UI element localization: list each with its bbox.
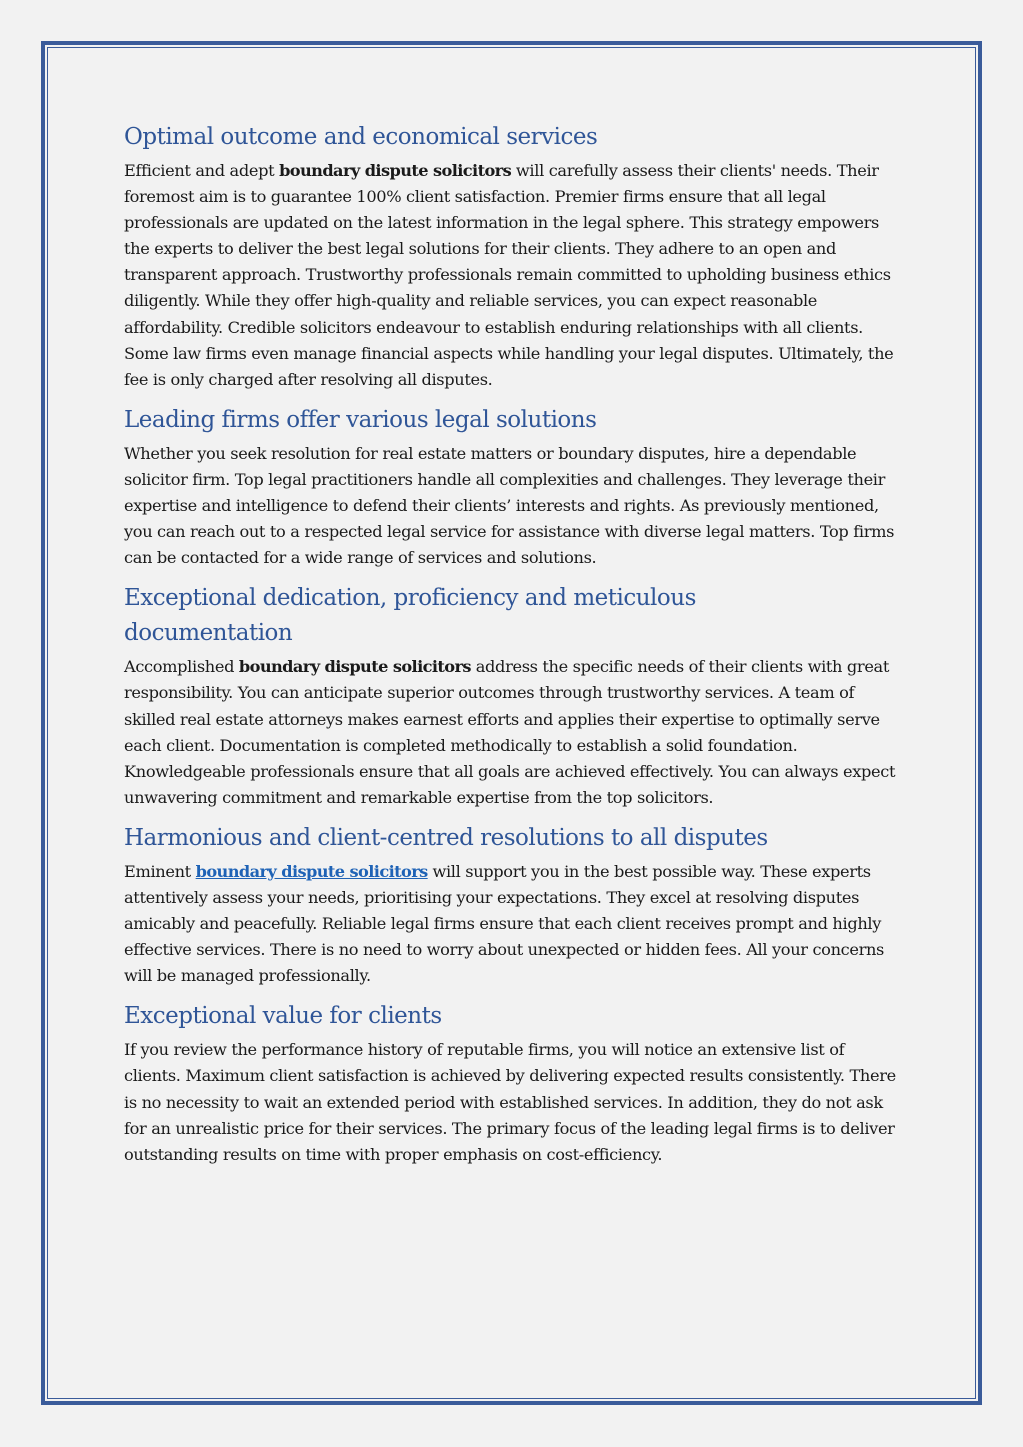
- paragraph-text: address the specific needs of their clients with great responsibility. You can anticipate superior outcomes through trustworthy services. A team of skilled real estate attorneys makes earnest efforts and applies their expertise to optimally serve each client. Documentation is completed methodically to establish a solid foundation. Knowledgeable professionals ensure that all goals are achieved effectively. You can always expect unwavering commitment and remarkable expertise from the top solicitors.: [124, 657, 896, 807]
- boundary-dispute-solicitors-link[interactable]: boundary dispute solicitors: [195, 861, 428, 881]
- section-heading: Leading firms offer various legal solutions: [124, 406, 597, 433]
- section-optimal-outcome: [124, 120, 904, 393]
- section-paragraph: [124, 654, 904, 811]
- section-paragraph: [124, 158, 904, 393]
- section-heading: Exceptional value for clients: [124, 1003, 442, 1030]
- keyword-bold: boundary dispute solicitors: [238, 657, 471, 677]
- section-exceptional-dedication: [124, 581, 904, 811]
- paragraph-text: will carefully assess their clients' needs. Their foremost aim is to guarantee 100% client satisfaction. Premier firms ensure that all legal professionals are updated on the latest information in the legal sphere. This strategy empowers the experts to deliver the best legal solutions for their clients. They adhere to an open and transparent approach. Trustworthy professionals remain committed to upholding business ethics diligently. While they offer high-quality and reliable services, you can expect reasonable affordability. Credible solicitors endeavour to establish enduring relationships with all clients. Some law firms even manage financial aspects while handling your legal disputes. Ultimately, the fee is only charged after resolving all disputes.: [124, 161, 894, 389]
- paragraph-text: Efficient and adept: [124, 161, 280, 180]
- section-paragraph: [124, 859, 904, 989]
- section-heading: Optimal outcome and economical services: [124, 124, 598, 150]
- paragraph-text: will support you in the best possible way. These experts attentively assess your needs, prioritising your expectations. They excel at resolving disputes amicably and peacefully. Reliable legal firms ensure that each client receives prompt and highly effective services. There is no need to worry about unexpected or hidden fees. All your concerns will be managed professionally.: [124, 861, 885, 986]
- section-heading: Exceptional dedication, proficiency and meticulous documentation: [124, 585, 696, 647]
- section-heading: Harmonious and client-centred resolutions to all disputes: [124, 824, 768, 851]
- section-leading-firms: [124, 403, 904, 571]
- keyword-bold: boundary dispute solicitors: [279, 161, 512, 180]
- paragraph-text: Eminent: [124, 861, 196, 881]
- section-harmonious-resolutions: [124, 821, 904, 989]
- paragraph-text: Accomplished: [124, 657, 239, 677]
- section-paragraph: If you review the performance history of reputable firms, you will notice an extensive list of clients. Maximum client satisfaction is achieved by delivering expected results consistently. There is no necessity to wait an extended period with established services. In addition, they do not ask for an unrealistic price for their services. The primary focus of the leading legal firms is to deliver outstanding results on time with proper emphasis on cost-efficiency.: [124, 1040, 896, 1164]
- section-exceptional-value: [124, 999, 904, 1167]
- section-paragraph: Whether you seek resolution for real estate matters or boundary disputes, hire a dependable solicitor firm. Top legal practitioners handle all complexities and challenges. They leverage their expertise and intelligence to defend their clients’ interests and rights. As previously mentioned, you can reach out to a respected legal service for assistance with diverse legal matters. Top firms can be contacted for a wide range of services and solutions.: [124, 443, 895, 568]
- document-body: [124, 120, 904, 1168]
